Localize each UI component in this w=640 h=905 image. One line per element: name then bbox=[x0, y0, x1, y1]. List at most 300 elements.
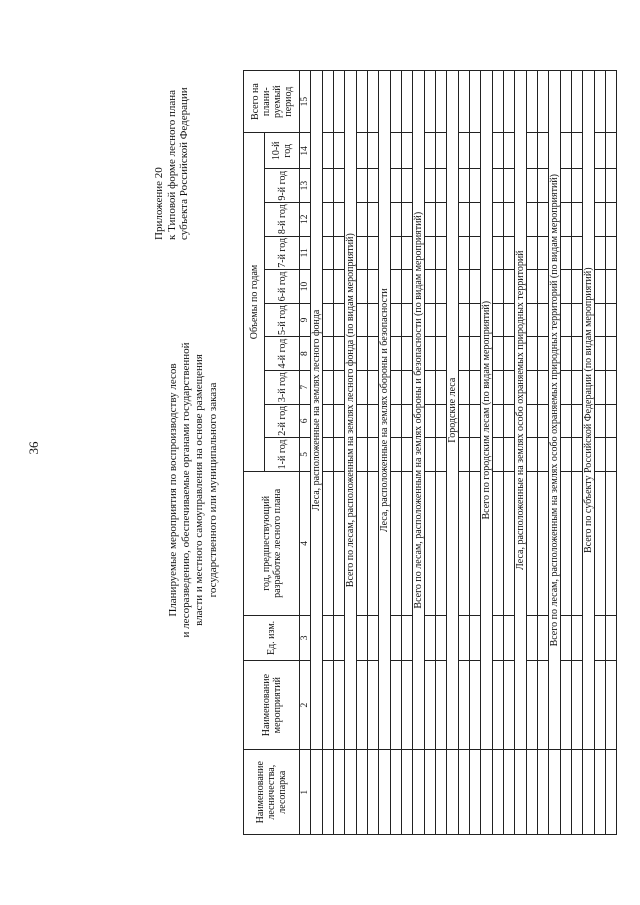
empty-cell bbox=[470, 236, 481, 270]
empty-cell bbox=[504, 236, 515, 270]
empty-cell bbox=[470, 750, 481, 835]
column-number: 11 bbox=[300, 236, 311, 270]
column-number: 9 bbox=[300, 303, 311, 337]
empty-cell bbox=[459, 438, 470, 472]
empty-cell bbox=[402, 270, 413, 304]
empty-cell bbox=[606, 660, 617, 750]
empty-cell bbox=[323, 370, 334, 404]
empty-cell bbox=[527, 471, 538, 615]
section-title: Всего по субъекту Российской Федерации (по видам мероприятий) bbox=[583, 71, 595, 750]
empty-cell bbox=[493, 404, 504, 438]
empty-cell bbox=[391, 616, 402, 661]
empty-cell bbox=[459, 616, 470, 661]
empty-cell bbox=[425, 236, 436, 270]
empty-cell bbox=[504, 370, 515, 404]
empty-cell bbox=[572, 438, 583, 472]
title-line: Планируемые мероприятия по воспроизводству лесов bbox=[167, 363, 179, 617]
appendix-line: к Типовой форме лесного плана bbox=[165, 89, 178, 240]
empty-row bbox=[606, 71, 617, 835]
empty-cell bbox=[334, 270, 345, 304]
empty-cell bbox=[595, 133, 606, 169]
appendix-line: субъекта Российской Федерации bbox=[178, 87, 191, 240]
empty-cell bbox=[538, 750, 549, 835]
empty-cell bbox=[357, 133, 368, 169]
column-number: 8 bbox=[300, 337, 311, 371]
empty-cell bbox=[572, 370, 583, 404]
empty-row bbox=[402, 71, 413, 835]
empty-cell bbox=[504, 337, 515, 371]
empty-cell bbox=[357, 370, 368, 404]
empty-cell bbox=[470, 169, 481, 203]
empty-cell bbox=[334, 471, 345, 615]
empty-cell bbox=[425, 660, 436, 750]
empty-cell bbox=[368, 71, 379, 133]
section-row bbox=[379, 71, 391, 835]
empty-cell bbox=[323, 133, 334, 169]
empty-cell bbox=[323, 337, 334, 371]
empty-cell bbox=[402, 438, 413, 472]
empty-cell bbox=[459, 169, 470, 203]
empty-cell bbox=[323, 71, 334, 133]
empty-cell bbox=[436, 202, 447, 236]
empty-row bbox=[595, 71, 606, 835]
empty-cell bbox=[606, 471, 617, 615]
empty-cell bbox=[357, 438, 368, 472]
empty-cell bbox=[561, 616, 572, 661]
empty-cell bbox=[334, 616, 345, 661]
header-year: 2-й год bbox=[265, 404, 300, 438]
rotated-sheet bbox=[147, 50, 617, 850]
empty-cell bbox=[391, 660, 402, 750]
section-title: Всего по лесам, расположенным на землях особо охраняемых природных территорий (по видам мероприятий) bbox=[549, 71, 561, 750]
empty-cell bbox=[572, 133, 583, 169]
empty-cell bbox=[549, 750, 561, 835]
empty-cell bbox=[391, 750, 402, 835]
empty-row bbox=[493, 71, 504, 835]
empty-cell bbox=[493, 303, 504, 337]
empty-cell bbox=[402, 370, 413, 404]
empty-cell bbox=[436, 337, 447, 371]
section-row bbox=[481, 71, 493, 835]
empty-cell bbox=[425, 471, 436, 615]
empty-cell bbox=[357, 471, 368, 615]
empty-cell bbox=[572, 660, 583, 750]
empty-cell bbox=[561, 169, 572, 203]
header-year: 4-й год bbox=[265, 337, 300, 371]
empty-cell bbox=[561, 270, 572, 304]
empty-cell bbox=[538, 471, 549, 615]
empty-cell bbox=[493, 337, 504, 371]
header-year: 6-й год bbox=[265, 270, 300, 304]
section-row bbox=[583, 71, 595, 835]
empty-cell bbox=[334, 71, 345, 133]
empty-cell bbox=[493, 169, 504, 203]
column-number: 10 bbox=[300, 270, 311, 304]
empty-cell bbox=[493, 270, 504, 304]
empty-cell bbox=[368, 337, 379, 371]
empty-cell bbox=[481, 750, 493, 835]
empty-row bbox=[459, 71, 470, 835]
empty-cell bbox=[572, 616, 583, 661]
empty-cell bbox=[436, 133, 447, 169]
empty-cell bbox=[402, 404, 413, 438]
empty-cell bbox=[561, 660, 572, 750]
empty-cell bbox=[436, 303, 447, 337]
empty-cell bbox=[561, 202, 572, 236]
empty-cell bbox=[527, 370, 538, 404]
empty-cell bbox=[425, 303, 436, 337]
empty-cell bbox=[391, 71, 402, 133]
empty-cell bbox=[504, 616, 515, 661]
column-number: 2 bbox=[300, 660, 311, 750]
empty-cell bbox=[470, 337, 481, 371]
empty-cell bbox=[504, 438, 515, 472]
empty-cell bbox=[561, 71, 572, 133]
empty-cell bbox=[493, 370, 504, 404]
empty-cell bbox=[527, 71, 538, 133]
empty-cell bbox=[334, 404, 345, 438]
empty-cell bbox=[538, 370, 549, 404]
empty-cell bbox=[470, 438, 481, 472]
empty-cell bbox=[572, 270, 583, 304]
empty-cell bbox=[436, 169, 447, 203]
empty-cell bbox=[391, 202, 402, 236]
empty-cell bbox=[583, 750, 595, 835]
empty-cell bbox=[470, 616, 481, 661]
empty-cell bbox=[538, 71, 549, 133]
empty-cell bbox=[527, 133, 538, 169]
empty-cell bbox=[368, 616, 379, 661]
empty-cell bbox=[425, 404, 436, 438]
empty-cell bbox=[357, 616, 368, 661]
empty-cell bbox=[538, 660, 549, 750]
empty-cell bbox=[323, 438, 334, 472]
empty-row bbox=[470, 71, 481, 835]
empty-cell bbox=[425, 370, 436, 404]
column-number: 6 bbox=[300, 404, 311, 438]
empty-cell bbox=[357, 660, 368, 750]
empty-cell bbox=[504, 202, 515, 236]
empty-cell bbox=[425, 169, 436, 203]
empty-cell bbox=[527, 303, 538, 337]
empty-cell bbox=[470, 370, 481, 404]
empty-cell bbox=[606, 270, 617, 304]
empty-cell bbox=[323, 616, 334, 661]
appendix-line: Приложение 20 bbox=[153, 167, 165, 240]
empty-row bbox=[538, 71, 549, 835]
empty-row bbox=[561, 71, 572, 835]
header-year: 7-й год bbox=[265, 236, 300, 270]
empty-cell bbox=[345, 750, 357, 835]
empty-cell bbox=[572, 337, 583, 371]
section-row bbox=[345, 71, 357, 835]
title-line: власти и местного самоуправления на основе размещения bbox=[193, 354, 206, 626]
appendix-note bbox=[153, 60, 191, 240]
empty-cell bbox=[323, 750, 334, 835]
column-number: 3 bbox=[300, 616, 311, 661]
empty-cell bbox=[436, 236, 447, 270]
empty-cell bbox=[425, 133, 436, 169]
empty-cell bbox=[538, 438, 549, 472]
empty-cell bbox=[595, 236, 606, 270]
section-title: Всего по лесам, расположенным на землях обороны и безопасности (по видам мероприятий) bbox=[413, 71, 425, 750]
column-number: 15 bbox=[300, 71, 311, 133]
empty-row bbox=[504, 71, 515, 835]
empty-cell bbox=[595, 370, 606, 404]
empty-cell bbox=[538, 202, 549, 236]
empty-cell bbox=[561, 133, 572, 169]
empty-cell bbox=[436, 471, 447, 615]
empty-cell bbox=[572, 471, 583, 615]
empty-cell bbox=[595, 71, 606, 133]
empty-cell bbox=[368, 303, 379, 337]
empty-cell bbox=[538, 404, 549, 438]
empty-cell bbox=[357, 303, 368, 337]
empty-cell bbox=[606, 750, 617, 835]
empty-cell bbox=[391, 370, 402, 404]
empty-cell bbox=[595, 660, 606, 750]
empty-cell bbox=[402, 202, 413, 236]
empty-cell bbox=[391, 438, 402, 472]
empty-cell bbox=[504, 750, 515, 835]
empty-cell bbox=[493, 133, 504, 169]
header-prior-year: год, предшествующий разработке лесного плана bbox=[244, 471, 300, 615]
empty-cell bbox=[459, 202, 470, 236]
empty-cell bbox=[470, 270, 481, 304]
empty-cell bbox=[391, 337, 402, 371]
empty-cell bbox=[470, 133, 481, 169]
empty-cell bbox=[436, 404, 447, 438]
empty-cell bbox=[459, 471, 470, 615]
empty-cell bbox=[323, 471, 334, 615]
empty-cell bbox=[595, 303, 606, 337]
empty-cell bbox=[595, 438, 606, 472]
empty-cell bbox=[368, 370, 379, 404]
empty-cell bbox=[606, 303, 617, 337]
empty-cell bbox=[527, 202, 538, 236]
activities-table bbox=[243, 70, 617, 835]
empty-cell bbox=[459, 270, 470, 304]
empty-cell bbox=[561, 438, 572, 472]
empty-cell bbox=[527, 270, 538, 304]
empty-cell bbox=[402, 337, 413, 371]
empty-cell bbox=[402, 660, 413, 750]
empty-cell bbox=[368, 404, 379, 438]
empty-cell bbox=[504, 660, 515, 750]
empty-cell bbox=[425, 750, 436, 835]
empty-cell bbox=[527, 438, 538, 472]
empty-cell bbox=[561, 750, 572, 835]
empty-cell bbox=[504, 133, 515, 169]
header-forestry: Наименование лесничества, лесопарка bbox=[244, 750, 300, 835]
empty-cell bbox=[447, 750, 459, 835]
empty-cell bbox=[425, 270, 436, 304]
empty-cell bbox=[606, 71, 617, 133]
empty-row bbox=[357, 71, 368, 835]
empty-cell bbox=[391, 133, 402, 169]
empty-cell bbox=[334, 370, 345, 404]
empty-cell bbox=[538, 133, 549, 169]
empty-cell bbox=[527, 750, 538, 835]
page-number: 36 bbox=[26, 441, 41, 455]
empty-cell bbox=[379, 750, 391, 835]
empty-cell bbox=[493, 616, 504, 661]
empty-cell bbox=[470, 471, 481, 615]
empty-cell bbox=[334, 438, 345, 472]
empty-cell bbox=[561, 236, 572, 270]
section-title: Леса, расположенные на землях обороны и безопасности bbox=[379, 71, 391, 750]
empty-cell bbox=[504, 404, 515, 438]
section-row bbox=[413, 71, 425, 835]
title-line: государственного или муниципального заказа bbox=[206, 382, 219, 598]
empty-cell bbox=[606, 169, 617, 203]
section-title: Леса, расположенные на землях лесного фонда bbox=[311, 71, 323, 750]
empty-cell bbox=[606, 438, 617, 472]
section-row bbox=[311, 71, 323, 835]
empty-cell bbox=[606, 370, 617, 404]
empty-cell bbox=[470, 660, 481, 750]
empty-cell bbox=[561, 471, 572, 615]
empty-cell bbox=[368, 202, 379, 236]
empty-cell bbox=[595, 404, 606, 438]
empty-cell bbox=[527, 404, 538, 438]
empty-cell bbox=[368, 471, 379, 615]
empty-cell bbox=[538, 270, 549, 304]
empty-cell bbox=[425, 337, 436, 371]
empty-cell bbox=[459, 370, 470, 404]
empty-cell bbox=[357, 750, 368, 835]
empty-cell bbox=[561, 337, 572, 371]
empty-cell bbox=[436, 750, 447, 835]
column-number: 12 bbox=[300, 202, 311, 236]
empty-cell bbox=[459, 750, 470, 835]
empty-cell bbox=[504, 270, 515, 304]
section-row bbox=[447, 71, 459, 835]
empty-cell bbox=[493, 236, 504, 270]
empty-cell bbox=[368, 133, 379, 169]
empty-cell bbox=[595, 270, 606, 304]
empty-cell bbox=[323, 660, 334, 750]
empty-cell bbox=[572, 236, 583, 270]
empty-cell bbox=[368, 438, 379, 472]
empty-row bbox=[572, 71, 583, 835]
empty-cell bbox=[323, 169, 334, 203]
empty-cell bbox=[357, 169, 368, 203]
empty-row bbox=[323, 71, 334, 835]
empty-cell bbox=[436, 616, 447, 661]
section-title: Всего по городским лесам (по видам мероприятий) bbox=[481, 71, 493, 750]
empty-cell bbox=[504, 303, 515, 337]
empty-cell bbox=[311, 750, 323, 835]
empty-cell bbox=[391, 236, 402, 270]
empty-cell bbox=[402, 616, 413, 661]
empty-cell bbox=[391, 471, 402, 615]
empty-cell bbox=[402, 303, 413, 337]
header-volumes-by-year: Объемы по годам bbox=[244, 133, 265, 471]
column-numbers-row bbox=[300, 71, 311, 835]
empty-cell bbox=[538, 303, 549, 337]
empty-cell bbox=[391, 270, 402, 304]
empty-cell bbox=[357, 404, 368, 438]
empty-cell bbox=[493, 660, 504, 750]
empty-row bbox=[368, 71, 379, 835]
empty-cell bbox=[493, 471, 504, 615]
empty-cell bbox=[323, 236, 334, 270]
empty-cell bbox=[606, 202, 617, 236]
empty-cell bbox=[527, 660, 538, 750]
empty-cell bbox=[561, 404, 572, 438]
empty-cell bbox=[402, 471, 413, 615]
empty-cell bbox=[425, 438, 436, 472]
empty-cell bbox=[470, 71, 481, 133]
empty-cell bbox=[515, 750, 527, 835]
empty-row bbox=[425, 71, 436, 835]
empty-cell bbox=[493, 438, 504, 472]
empty-cell bbox=[606, 236, 617, 270]
empty-cell bbox=[323, 303, 334, 337]
empty-cell bbox=[357, 202, 368, 236]
empty-cell bbox=[572, 71, 583, 133]
empty-cell bbox=[391, 303, 402, 337]
empty-cell bbox=[323, 404, 334, 438]
empty-cell bbox=[527, 616, 538, 661]
empty-cell bbox=[527, 337, 538, 371]
empty-cell bbox=[436, 370, 447, 404]
empty-cell bbox=[436, 71, 447, 133]
empty-cell bbox=[323, 202, 334, 236]
empty-cell bbox=[402, 236, 413, 270]
empty-cell bbox=[436, 438, 447, 472]
empty-cell bbox=[368, 660, 379, 750]
header-activities: Наименование мероприятий bbox=[244, 660, 300, 750]
header-year: 1-й год bbox=[265, 438, 300, 472]
empty-cell bbox=[606, 616, 617, 661]
column-number: 5 bbox=[300, 438, 311, 472]
empty-cell bbox=[561, 370, 572, 404]
empty-cell bbox=[425, 616, 436, 661]
empty-cell bbox=[527, 169, 538, 203]
header-year: 8-й год bbox=[265, 202, 300, 236]
empty-cell bbox=[595, 750, 606, 835]
empty-cell bbox=[368, 270, 379, 304]
empty-cell bbox=[402, 169, 413, 203]
empty-cell bbox=[470, 404, 481, 438]
empty-cell bbox=[572, 303, 583, 337]
section-title: Городские леса bbox=[447, 71, 459, 750]
empty-cell bbox=[334, 750, 345, 835]
empty-cell bbox=[334, 337, 345, 371]
empty-cell bbox=[538, 616, 549, 661]
empty-cell bbox=[595, 169, 606, 203]
empty-cell bbox=[368, 169, 379, 203]
empty-cell bbox=[357, 270, 368, 304]
header-year: 10-й год bbox=[265, 133, 300, 169]
empty-cell bbox=[561, 303, 572, 337]
empty-cell bbox=[391, 404, 402, 438]
empty-cell bbox=[470, 303, 481, 337]
empty-cell bbox=[334, 133, 345, 169]
empty-cell bbox=[459, 236, 470, 270]
section-title: Всего по лесам, расположенным на землях лесного фонда (по видам мероприятий) bbox=[345, 71, 357, 750]
empty-cell bbox=[334, 202, 345, 236]
empty-cell bbox=[425, 71, 436, 133]
empty-cell bbox=[504, 471, 515, 615]
empty-cell bbox=[538, 337, 549, 371]
empty-cell bbox=[459, 404, 470, 438]
empty-cell bbox=[572, 169, 583, 203]
empty-cell bbox=[334, 169, 345, 203]
empty-cell bbox=[504, 71, 515, 133]
